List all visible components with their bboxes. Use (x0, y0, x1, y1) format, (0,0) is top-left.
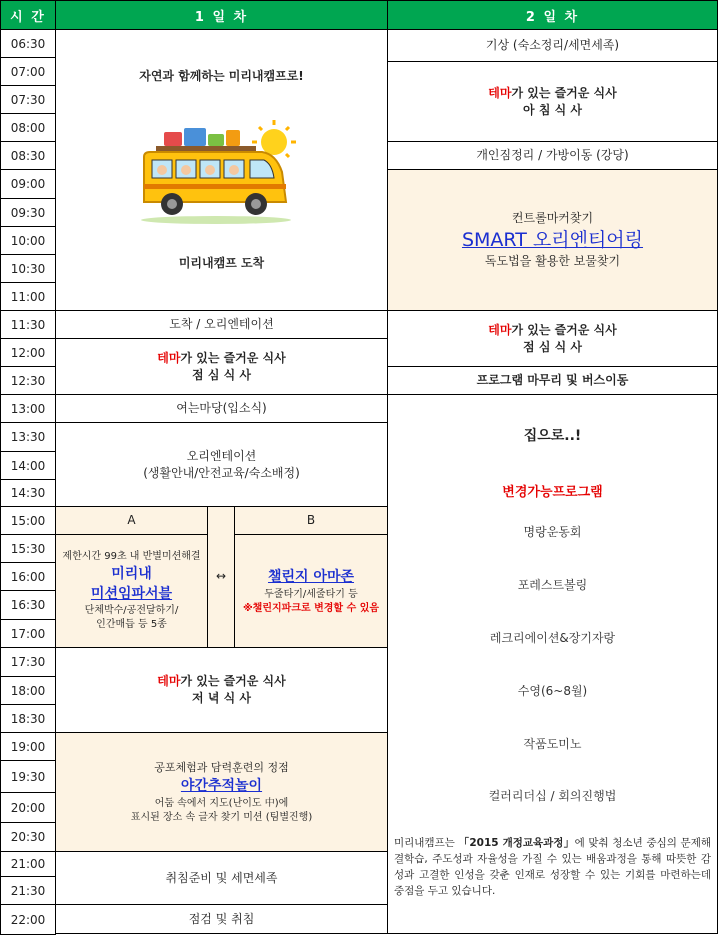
option-item: 레크리에이션&장기자랑 (489, 631, 616, 645)
day1-bedtime: 점검 및 취침 (55, 904, 388, 934)
changeable-heading: 변경가능프로그램 (502, 485, 603, 500)
time-slot: 21:30 (0, 876, 56, 905)
day1-bedtime-prep: 취침준비 및 세면세족 (55, 851, 388, 905)
option-item: 수영(6~8월) (517, 684, 588, 698)
orienteering-title: SMART 오리엔티어링 (461, 229, 644, 251)
time-slot: 12:30 (0, 366, 56, 395)
day2-orienteering (387, 169, 718, 311)
night-title: 야간추적놀이 (180, 777, 263, 794)
orienteering-sub: 독도법을 활용한 보물찾기 (484, 254, 621, 268)
time-slot: 19:00 (0, 732, 56, 761)
sun-icon (261, 129, 287, 155)
time-slot: 07:00 (0, 57, 56, 86)
time-slot: 13:00 (0, 394, 56, 423)
day2-packing: 개인짐정리 / 가방이동 (강당) (387, 141, 718, 170)
option-item: 명랑운동회 (523, 525, 582, 539)
time-slot: 10:00 (0, 226, 56, 255)
track-a-label: A (55, 506, 208, 535)
time-slot: 16:00 (0, 562, 56, 591)
time-slot: 15:30 (0, 534, 56, 563)
night-sub1: 어둠 속에서 지도(난이도 中)에 (154, 797, 289, 809)
day2-lunch-meal: 점 심 식 사 (523, 339, 582, 354)
day2-wrapup: 프로그램 마무리 및 버스이동 (387, 366, 718, 395)
dinner-headline: 테마가 있는 즐거운 식사 (157, 674, 286, 688)
time-slot: 06:30 (0, 29, 56, 58)
time-slot: 13:30 (0, 422, 56, 452)
time-slot: 19:30 (0, 760, 56, 793)
time-slot: 18:30 (0, 704, 56, 733)
time-slot: 20:00 (0, 792, 56, 823)
track-a-title2: 미션임파서블 (90, 586, 173, 602)
option-item: 포레스트볼링 (517, 578, 588, 592)
day1-intro (55, 29, 388, 311)
track-a-title1: 미리내 (111, 566, 152, 582)
school-bus-illustration (134, 112, 314, 232)
time-slot: 15:00 (0, 506, 56, 535)
day1-opening: 여는마당(입소식) (55, 394, 388, 423)
time-slot: 17:00 (0, 619, 56, 648)
time-slot: 08:00 (0, 113, 56, 142)
home-text: 집으로..! (523, 428, 582, 444)
day1-lunch (55, 338, 388, 395)
day2-lunch-headline: 테마가 있는 즐거운 식사 (488, 322, 617, 337)
breakfast-headline: 테마가 있는 즐거운 식사 (488, 85, 617, 100)
option-item: 컬러리더십 / 회의진행법 (488, 789, 617, 803)
day2-wake: 기상 (숙소정리/세면세족) (387, 29, 718, 62)
orienteering-top: 컨트롤마커찾기 (511, 211, 594, 225)
header-day1: 1 일 차 (55, 0, 388, 30)
time-slot: 12:00 (0, 338, 56, 367)
night-top: 공포체험과 담력훈련의 정점 (154, 760, 289, 774)
lunch-meal: 점 심 식 사 (192, 367, 251, 382)
time-slot: 17:30 (0, 647, 56, 677)
time-slot: 21:00 (0, 851, 56, 877)
time-slot: 09:30 (0, 198, 56, 227)
intro-arrival: 미리내캠프 도착 (178, 256, 265, 270)
track-a-sub2: 인간매듭 등 5종 (96, 619, 167, 630)
track-b-note: ※챌린지파크로 변경할 수 있음 (242, 603, 380, 614)
time-slot: 18:00 (0, 676, 56, 705)
time-slot: 08:30 (0, 141, 56, 170)
time-slot: 20:30 (0, 822, 56, 852)
dinner-meal: 저 녁 식 사 (192, 691, 251, 705)
time-slot: 11:00 (0, 282, 56, 311)
intro-title: 자연과 함께하는 미리내캠프로! (139, 69, 304, 83)
day1-dinner (55, 647, 388, 733)
header-day2: 2 일 차 (387, 0, 718, 30)
time-slot: 09:00 (0, 169, 56, 199)
orientation-sub: (생활안내/안전교육/숙소배정) (143, 465, 300, 480)
track-a-desc: 제한시간 99초 내 반별미션해결 (62, 551, 201, 562)
orientation-title: 오리엔테이션 (186, 448, 257, 463)
track-b-sub: 두줄타기/세줄타기 등 (264, 589, 358, 600)
time-slot: 22:00 (0, 904, 56, 935)
track-b-body (234, 534, 388, 648)
time-slot: 16:30 (0, 590, 56, 620)
option-item: 작품도미노 (523, 737, 582, 751)
track-a-sub1: 단체박수/공전달하기/ (84, 605, 179, 616)
swap-arrow: ↔ (215, 568, 227, 583)
header-time: 시 간 (0, 0, 56, 30)
day1-night-game (55, 732, 388, 852)
day1-arrival: 도착 / 오리엔테이션 (55, 310, 388, 339)
breakfast-meal: 아 침 식 사 (523, 102, 582, 117)
time-slot: 07:30 (0, 85, 56, 114)
day2-home-block (387, 394, 718, 934)
day2-breakfast (387, 61, 718, 142)
time-slot: 14:00 (0, 451, 56, 480)
time-slot: 11:30 (0, 310, 56, 339)
day2-lunch (387, 310, 718, 367)
track-b-title: 챌린지 아마존 (267, 569, 355, 585)
lunch-headline: 테마가 있는 즐거운 식사 (157, 350, 286, 365)
curriculum-note: 미리내캠프는 「2015 개정교육과정」에 맞춰 청소년 중심의 문제해결학습, 주도성과 자율성을 가질 수 있는 배움과정을 통해 따뜻한 감성과 고결한 인성을 갖춘 인재로 성장할 수 있는 기회를 마련하는데 중점을 두고 있습니다. (394, 837, 711, 897)
track-a-body (55, 534, 208, 648)
track-b-label: B (234, 506, 388, 535)
time-slot: 14:30 (0, 479, 56, 507)
day1-orientation (55, 422, 388, 507)
time-slot: 10:30 (0, 254, 56, 283)
night-sub2: 표시된 장소 속 글자 찾기 미션 (팀별진행) (130, 811, 313, 823)
